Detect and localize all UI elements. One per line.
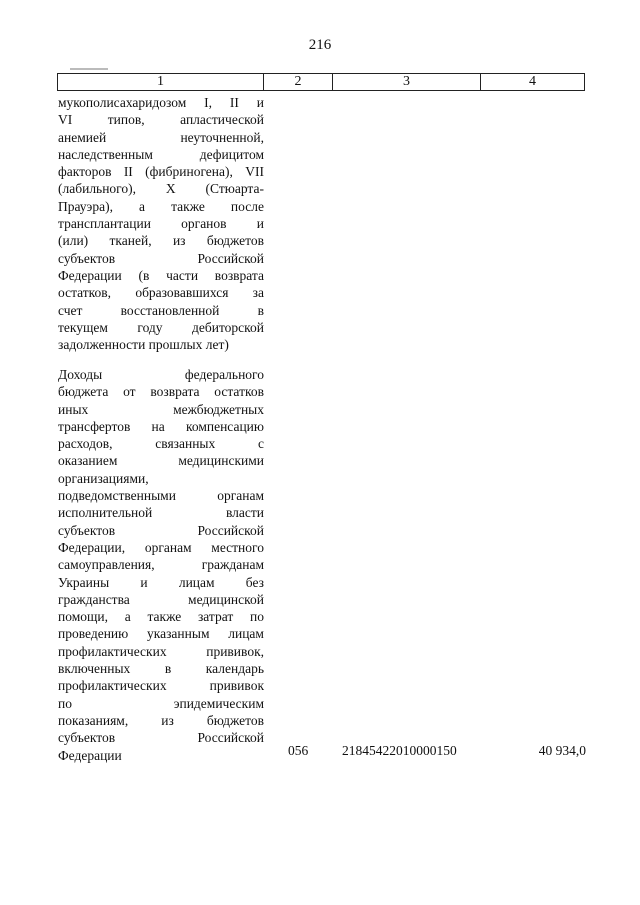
page-number: 216 (308, 37, 332, 53)
row-text-line: текущем году дебиторской (58, 319, 264, 335)
row-text-line: гражданства медицинской (58, 591, 264, 607)
table-row-continuation (58, 94, 264, 353)
row-text-line: Федерации, органам местного (58, 539, 264, 555)
row-text-line: субъектов Российской (58, 250, 264, 266)
row-admin-code: 056 (288, 743, 309, 758)
row-text-line: Федерации (в части возврата (58, 267, 264, 283)
row-text-line: Федерации (58, 747, 122, 763)
row-text-line: наследственным дефицитом (58, 146, 264, 162)
row-text-line: VI типов, апластической (58, 112, 264, 128)
row-text-line: анемией неуточненной, (58, 129, 264, 145)
row-text-line: по эпидемическим (58, 695, 264, 711)
row-text-line: мукополисахаридозом I, II и (58, 95, 264, 110)
row-text-line: Прауэра), а также после (58, 198, 264, 214)
row-text-line: трансплантации органов и (58, 216, 264, 232)
row-text-line: включенных в календарь (58, 661, 264, 677)
row-text-line: (или) тканей, из бюджетов (58, 233, 264, 249)
row-text-line: бюджета от возврата остатков (58, 384, 264, 400)
row-budget-classification-code: 21845422010000150 (342, 743, 457, 758)
row-text-line: субъектов Российской (58, 730, 264, 746)
row-text-line: остатков, образовавшихся за (58, 285, 264, 301)
row-text-line: (лабильного), X (Стюарта- (58, 181, 264, 197)
row-text-line: проведению указанным лицам (58, 626, 264, 642)
header-stamp-mark (70, 68, 108, 70)
table-header-row (57, 73, 585, 91)
row-text-line: Украины и лицам без (58, 574, 264, 590)
row-text-line: оказанием медицинскими (58, 453, 264, 469)
row-text-line: профилактических прививок (58, 678, 264, 694)
row-text-line: помощи, а также затрат по (58, 609, 264, 625)
row-text-line: задолженности прошлых лет) (58, 337, 229, 353)
row-amount: 40 934,0 (538, 743, 586, 758)
header-col-4: 4 (529, 74, 536, 89)
row-text-line: профилактических прививок, (58, 643, 264, 659)
row-text-line: показаниям, из бюджетов (58, 712, 264, 728)
row-text-line: организациями, (58, 470, 149, 486)
header-col-2: 2 (264, 74, 333, 90)
row-text-line: счет восстановленной в (58, 302, 264, 318)
header-col-1: 1 (58, 74, 264, 90)
row-text-line: подведомственными органам (58, 488, 264, 504)
row-text-line: исполнительной власти (58, 505, 264, 521)
row-text-line: Доходы федерального (58, 367, 264, 382)
row-text-line: расходов, связанных с (58, 436, 264, 452)
row-text-line: факторов II (фибриногена), VII (58, 164, 264, 180)
row-text-line: субъектов Российской (58, 522, 264, 538)
row-text-line: самоуправления, гражданам (58, 557, 264, 573)
header-col-3: 3 (333, 74, 481, 90)
row-text-line: иных межбюджетных (58, 401, 264, 417)
table-row-revenue (58, 366, 264, 764)
row-text-line: трансфертов на компенсацию (58, 418, 264, 434)
